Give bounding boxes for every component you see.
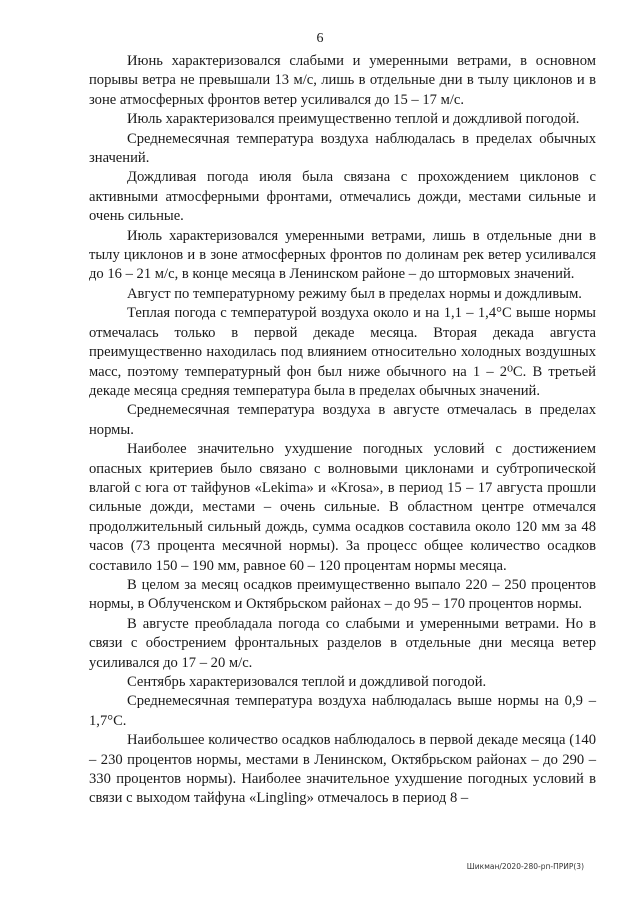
paragraph: Август по температурному режиму был в пределах нормы и дождливым. (127, 285, 582, 302)
paragraph: Среднемесячная температура воздуха в августе отмечалась в пределах нормы. (89, 402, 596, 438)
paragraph: Среднемесячная температура воздуха наблюдалась в пределах обычных значений. (89, 130, 596, 167)
paragraph: В августе преобладала погода со слабыми и умеренными ветрами. Но в связи с обострением фронтальных разделов в отдельные дни месяца ветер усиливался до 17 – 20 м/с. (89, 615, 596, 671)
document-code: Шикман/2020-280-рп-ПРИР(3) (466, 862, 584, 871)
paragraph: Июль характеризовался преимущественно теплой и дождливой погодой. (127, 111, 580, 128)
paragraph: Теплая погода с температурой воздуха около и на 1,1 – 1,4°С выше нормы отмечалась только в первой декаде месяца. Вторая декада августа преимущественно находилась под влиянием относительно холодных воздушных масс, поэтому температурный фон был ниже обычного на 1 – 2⁰С. В третьей декаде месяца средняя температура была в пределах обычных значений. (89, 305, 596, 399)
paragraph: Наиболее значительно ухудшение погодных условий с достижением опасных критериев было связано с волновыми циклонами и субтропической влагой с юга от тайфунов «Lekima» и «Krosa», в период 15 – 17 августа прошли сильные дожди, местами – очень сильные. В областном центре отмечался продолжительный сильный дождь, сумма осадков составила около 120 мм за 48 часов (73 процента месячной нормы). За процесс общее количество осадков составило 150 – 190 мм, равное 60 – 120 процентам нормы месяца. (89, 441, 596, 574)
paragraph: Июнь характеризовался слабыми и умеренными ветрами, в основном порывы ветра не превышали 13 м/с, лишь в отдельные дни в тылу циклонов и в зоне атмосферных фронтов ветер усиливался до 15 – 17 м/с. (89, 53, 596, 108)
paragraph: Наибольшее количество осадков наблюдалось в первой декаде месяца (140 – 230 процентов нормы, местами в Ленинском, Октябрьском районах – до 290 – 330 процентов нормы). Наиболее значительное ухудшение погодных условий в связи с выходом тайфуна «Lingling» отмечалось в период 8 – (89, 732, 596, 807)
body-text (89, 52, 596, 809)
paragraph: Среднемесячная температура воздуха наблюдалась выше нормы на 0,9 – 1,7°С. (89, 693, 596, 729)
paragraph: В целом за месяц осадков преимущественно выпало 220 – 250 процентов нормы, в Облученском и Октябрьском районах – до 95 – 170 процентов нормы. (89, 576, 596, 613)
paragraph: Июль характеризовался умеренными ветрами, лишь в отдельные дни в тылу циклонов и в зоне атмосферных фронтов по долинам рек ветер усиливался до 16 – 21 м/с, в конце месяца в Ленинском районе – до штормовых значений. (89, 227, 596, 283)
paragraph: Сентябрь характеризовался теплой и дождливой погодой. (127, 674, 487, 690)
paragraph: Дождливая погода июля была связана с прохождением циклонов с активными атмосферными фронтами, отмечались дожди, местами сильные и очень сильные. (89, 169, 596, 225)
page-number: 6 (316, 31, 324, 46)
